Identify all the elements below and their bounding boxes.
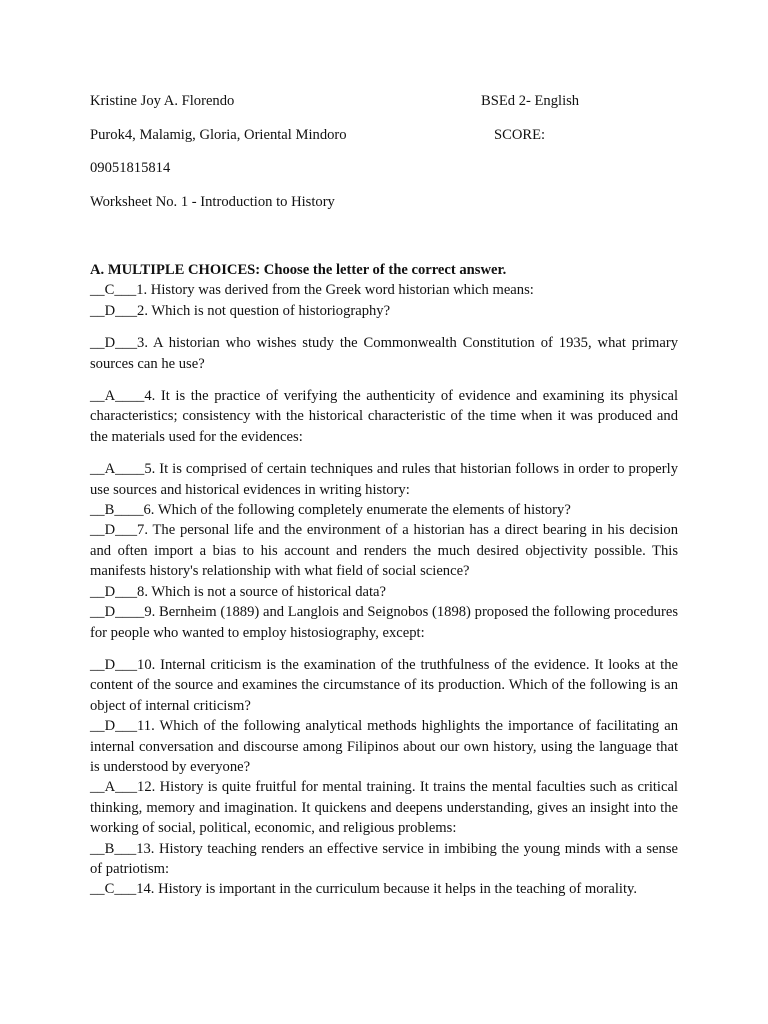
student-address: Purok4, Malamig, Gloria, Oriental Mindoro xyxy=(90,127,347,143)
question-item: __D___10. Internal criticism is the examination of the truthfulness of the evidence. It looks at the content of the source and examines the circumstance of its production. Which of the following is an object of internal criticism? xyxy=(90,656,678,714)
section-a xyxy=(90,260,678,900)
section-a-heading: A. MULTIPLE CHOICES: Choose the letter of the correct answer. xyxy=(90,262,507,278)
worksheet-title: Worksheet No. 1 - Introduction to History xyxy=(90,194,335,210)
student-name: Kristine Joy A. Florendo xyxy=(90,93,235,109)
question-item: __C___14. History is important in the curriculum because it helps in the teaching of morality. xyxy=(90,881,638,898)
question-item: __D____9. Bernheim (1889) and Langlois and Seignobos (1898) proposed the following procedures for people who wanted to employ histosiography, except: xyxy=(90,604,678,641)
question-item: __D___7. The personal life and the environment of a historian has a direct bearing in his decision and often import a bias to his account and renders the much desired objectivity possible. This manifests history's relationship with what field of social science? xyxy=(90,522,678,580)
score-label: SCORE: xyxy=(494,127,546,143)
question-item: __B___13. History teaching renders an effective service in imbibing the young minds with a sense of patriotism: xyxy=(90,840,678,877)
question-item: __A____4. It is the practice of verifying the authenticity of evidence and examining its physical characteristics; consistency with the historical characteristic of the time when it was produced and the materials used for the evidences: xyxy=(90,388,678,445)
question-item: __A___12. History is quite fruitful for mental training. It trains the mental faculties such as critical thinking, memory and imagination. It quickens and deepens understanding, gives an insight into the working of social, political, economic, and religious problems: xyxy=(90,779,678,837)
student-phone: 09051815814 xyxy=(90,160,171,176)
question-item: __D___11. Which of the following analytical methods highlights the importance of facilitating an internal conversation and discourse among Filipinos about our own history, using the language that is understood by everyone? xyxy=(90,718,678,775)
question-item: __D___3. A historian who wishes study the Commonwealth Constitution of 1935, what primary sources can he use? xyxy=(90,335,678,372)
question-item: __A____5. It is comprised of certain techniques and rules that historian follows in order to properly use sources and historical evidences in writing history: xyxy=(90,461,678,498)
course-label: BSEd 2- English xyxy=(481,93,580,109)
question-item: __B____6. Which of the following completely enumerate the elements of history? xyxy=(90,502,571,519)
question-item: __C___1. History was derived from the Greek word historian which means: xyxy=(90,282,534,299)
question-item: __D___2. Which is not question of historiography? xyxy=(90,302,391,319)
question-item: __D___8. Which is not a source of historical data? xyxy=(90,583,386,600)
